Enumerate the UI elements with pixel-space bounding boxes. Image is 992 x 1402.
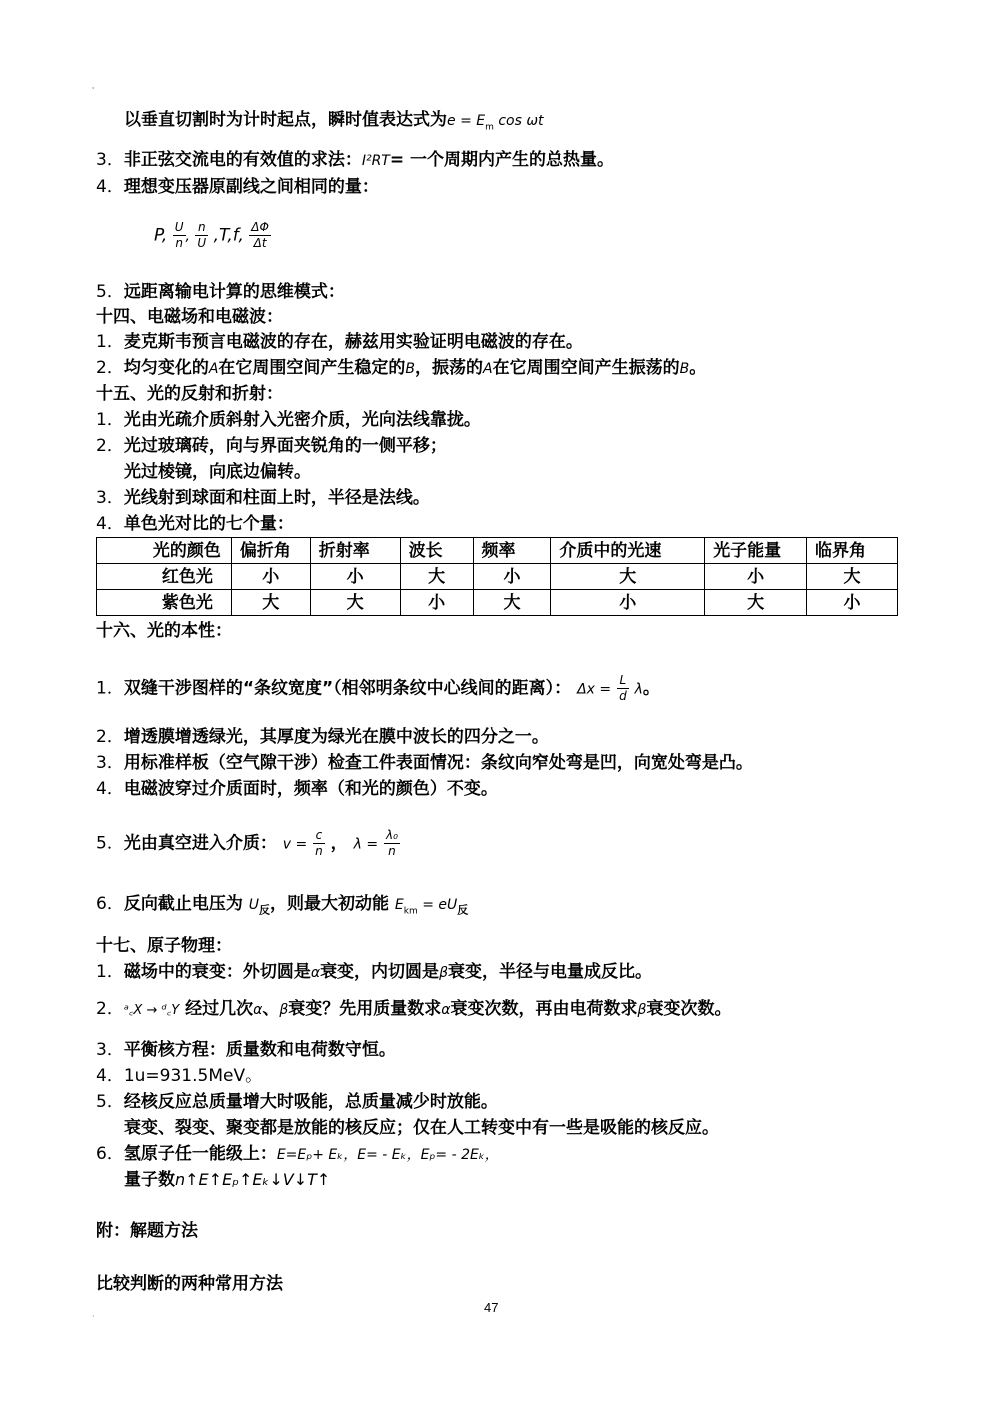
item-prism: 光过棱镜，向底边偏转。: [124, 462, 311, 482]
fraction-lambda0-n: $\frac{\text{λ₀}}{n}$: [385, 828, 398, 858]
table-header-row: [97, 538, 898, 564]
table-header-cell: 光子能量: [705, 538, 807, 564]
table-cell: 小: [807, 590, 898, 616]
item-magnetic-decay: 1．磁场中的衰变：外切圆是α衰变，内切圆是β衰变，半径与电量成反比。: [96, 962, 652, 982]
item-atomic-mass-unit: 4．1u=931.5MeV。: [96, 1066, 263, 1086]
table-cell: 小: [310, 564, 400, 590]
fraction-l-d: $\frac{L}{d}$: [619, 673, 627, 703]
item-decay-count: 2．ᵃ꜀X → ᵈ꜀Y 经过几次α、β衰变？先用质量数求α衰变次数，再由电荷数求β衰变次数。: [96, 999, 732, 1019]
item-double-slit: 1．双缝干涉图样的“条纹宽度”（相邻明条纹中心线间的距离）： Δx = $\frac{L}{d}$ λ。: [96, 673, 660, 703]
compare-methods-title: 比较判断的两种常用方法: [96, 1274, 283, 1294]
section-14-title: 十四、电磁场和电磁波：: [96, 307, 283, 327]
item-vacuum-to-medium: 5．光由真空进入介质： v = $\frac{c}{n}$ ， λ = $\frac{\text{λ₀}}{n}$: [96, 828, 398, 858]
table-cell: 小: [473, 564, 551, 590]
item-quantum-number: 量子数n↑E↑Eₚ↑Eₖ↓V↓T↑: [124, 1170, 331, 1190]
item-refraction-1: 1．光由光疏介质斜射入光密介质，光向法线靠拢。: [96, 410, 481, 430]
table-cell: 红色光: [97, 564, 232, 590]
section-15-title: 十五、光的反射和折射：: [96, 384, 283, 404]
color-comparison-table: [96, 537, 898, 616]
item-effective-value: 3．非正弦交流电的有效值的求法：I²RT= 一个周期内产生的总热量。: [96, 150, 615, 170]
table-row: [97, 564, 898, 590]
table-cell: 小: [231, 564, 310, 590]
table-cell: 大: [310, 590, 400, 616]
table-header-cell: 折射率: [310, 538, 400, 564]
item-mass-energy: 5．经核反应总质量增大时吸能，总质量减少时放能。: [96, 1092, 498, 1112]
table-cell: 小: [551, 590, 705, 616]
item-frequency: 4．电磁波穿过介质面时，频率（和光的颜色）不变。: [96, 779, 498, 799]
fraction-n-u: $\frac{n}{U}$: [197, 220, 207, 250]
item-hydrogen-levels: 6．氢原子任一能级上：E=Eₚ+ Eₖ，E= - Eₖ，Eₚ= - 2Eₖ，: [96, 1144, 499, 1164]
margin-mark: ': [92, 86, 95, 95]
table-cell: 大: [551, 564, 705, 590]
table-header-cell: 波长: [400, 538, 473, 564]
table-header-cell: 光的颜色: [97, 538, 232, 564]
appendix-title: 附：解题方法: [96, 1221, 198, 1241]
item-power-transmission: 5．远距离输电计算的思维模式：: [96, 282, 345, 302]
section-16-title: 十六、光的本性：: [96, 621, 232, 641]
table-cell: 小: [400, 590, 473, 616]
item-varying-field: 2．均匀变化的A在它周围空间产生稳定的B，振荡的A在它周围空间产生振荡的B。: [96, 358, 707, 378]
item-cutoff-voltage: 6．反向截止电压为 $U_反$，则最大初动能 $E_{km} = eU_反$: [96, 894, 469, 917]
section-17-title: 十七、原子物理：: [96, 936, 232, 956]
item-air-gap: 3．用标准样板（空气隙干涉）检查工件表面情况：条纹向窄处弯是凹，向宽处弯是凸。: [96, 753, 753, 773]
table-cell: 大: [231, 590, 310, 616]
item-refraction-2: 2．光过玻璃砖，向与界面夹锐角的一侧平移；: [96, 436, 447, 456]
table-cell: 大: [473, 590, 551, 616]
formula-line-instantaneous: 以垂直切割时为计时起点，瞬时值表达式为$e = E_m$ cos ωt: [124, 110, 544, 133]
table-header-cell: 介质中的光速: [551, 538, 705, 564]
item-normal: 3．光线射到球面和柱面上时，半径是法线。: [96, 488, 430, 508]
table-cell: 紫色光: [97, 590, 232, 616]
item-transformer: 4．理想变压器原副线之间相同的量：: [96, 177, 379, 197]
item-maxwell: 1．麦克斯韦预言电磁波的存在，赫兹用实验证明电磁波的存在。: [96, 332, 583, 352]
table-header-cell: 频率: [473, 538, 551, 564]
table-cell: 大: [705, 590, 807, 616]
fraction-c-n: $\frac{c}{n}$: [315, 828, 323, 858]
item-antireflection: 2．增透膜增透绿光，其厚度为绿光在膜中波长的四分之一。: [96, 727, 549, 747]
item-energy-reactions: 衰变、裂变、聚变都是放能的核反应；仅在人工转变中有一些是吸能的核反应。: [124, 1118, 719, 1138]
item-conservation: 3．平衡核方程：质量数和电荷数守恒。: [96, 1040, 396, 1060]
margin-mark: ·: [92, 1312, 95, 1321]
table-cell: 小: [705, 564, 807, 590]
page-number: 47: [484, 1300, 499, 1315]
table-cell: 大: [400, 564, 473, 590]
table-header-cell: 临界角: [807, 538, 898, 564]
table-row: [97, 590, 898, 616]
transformer-quantities: P, $\frac{U}{n}$ , $\frac{n}{U}$ ,T,f, $\frac{\Delta\Phi}{\Delta t}$: [154, 220, 269, 250]
fraction-u-n: $\frac{U}{n}$: [174, 220, 184, 250]
table-cell: 大: [807, 564, 898, 590]
item-seven-quantities: 4．单色光对比的七个量：: [96, 514, 294, 534]
table-header-cell: 偏折角: [231, 538, 310, 564]
fraction-dphi-dt: $\frac{\Delta\Phi}{\Delta t}$: [251, 220, 269, 250]
